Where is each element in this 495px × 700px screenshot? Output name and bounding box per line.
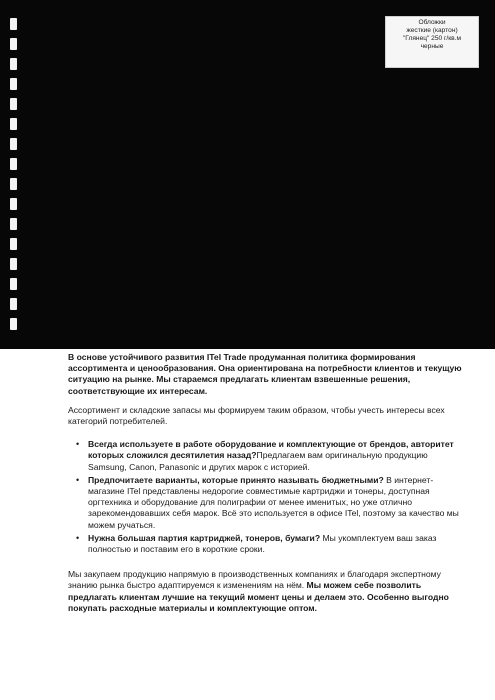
binding-hole — [10, 318, 17, 330]
black-cover-photo — [0, 0, 495, 349]
sticker-line-2: жесткие (картон) — [406, 27, 458, 34]
bullet-question: Нужна большая партия картриджей, тонеров, бумаги? — [88, 532, 321, 543]
binding-hole — [10, 278, 17, 290]
closing-bold-text: Мы можем себе позволить предлагать клиентам лучшие на текущий момент цены и делаем это. Особенно выгодно покупать расходные материалы и комплектующие оптом. — [68, 580, 449, 613]
closing-plain-text: Мы закупаем продукцию напрямую в производственных компаниях и благодаря экспертному знанию рынка быстро адаптируемся к изменениям на нём. — [68, 569, 441, 591]
benefits-list — [68, 439, 468, 555]
binding-hole — [10, 38, 17, 50]
binding-hole — [10, 238, 17, 250]
bullet-text: Предлагаем вам оригинальную продукцию Samsung, Canon, Panasonic и других марок с историей. — [88, 450, 428, 472]
bullet-icon: • — [76, 439, 80, 450]
list-item — [68, 475, 468, 531]
bullet-icon: • — [76, 532, 80, 543]
bullet-icon: • — [76, 474, 80, 485]
closing-paragraph — [68, 569, 468, 614]
binding-hole — [10, 98, 17, 110]
binding-hole — [10, 78, 17, 90]
assortment-paragraph: Ассортимент и складские запасы мы формируем таким образом, чтобы учесть интересы всех категорий потребителей. — [68, 404, 445, 427]
binding-hole — [10, 138, 17, 150]
binding-hole — [10, 118, 17, 130]
product-label-sticker — [385, 16, 479, 68]
list-item — [68, 439, 468, 473]
intro-paragraph: В основе устойчивого развития ITel Trade продуманная политика формирования ассортимента и ценообразования. Она ориентирована на потребности клиентов и текущую ситуацию на рынке. Мы стараемся предлагать клиентам взвешенные решения, соответствующие их интересам. — [68, 352, 462, 396]
description-text — [68, 352, 468, 614]
binding-hole — [10, 198, 17, 210]
binding-hole — [10, 158, 17, 170]
binding-hole — [10, 18, 17, 30]
bullet-text: Мы укомплектуем ваш заказ полностью и поставим его в короткие сроки. — [88, 532, 437, 555]
bullet-text: В интернет-магазине ITel представлены недорогие совместимые картриджи и тонеры, доступная оргтехника и оборудование для полиграфии от менее именитых, но уже отлично зарекомендовавших себя марок. Всё это используется в офисе ITel, поэтому за качество мы можем ручаться. — [88, 474, 459, 530]
list-item — [68, 533, 468, 555]
binding-hole — [10, 218, 17, 230]
binding-hole — [10, 298, 17, 310]
sticker-line-3: "Глянец" 250 г/кв.м — [402, 35, 462, 42]
binding-hole — [10, 58, 17, 70]
binding-hole — [10, 258, 17, 270]
bullet-question: Предпочитаете варианты, которые принято называть бюджетными? — [88, 474, 384, 485]
sticker-line-1: Обложки — [418, 19, 446, 26]
bullet-question: Всегда используете в работе оборудование и комплектующие от брендов, авторитет которых сложился десятилетия назад? — [88, 439, 454, 461]
binding-holes — [10, 18, 18, 338]
sticker-line-4: черные — [420, 43, 444, 50]
binding-hole — [10, 178, 17, 190]
